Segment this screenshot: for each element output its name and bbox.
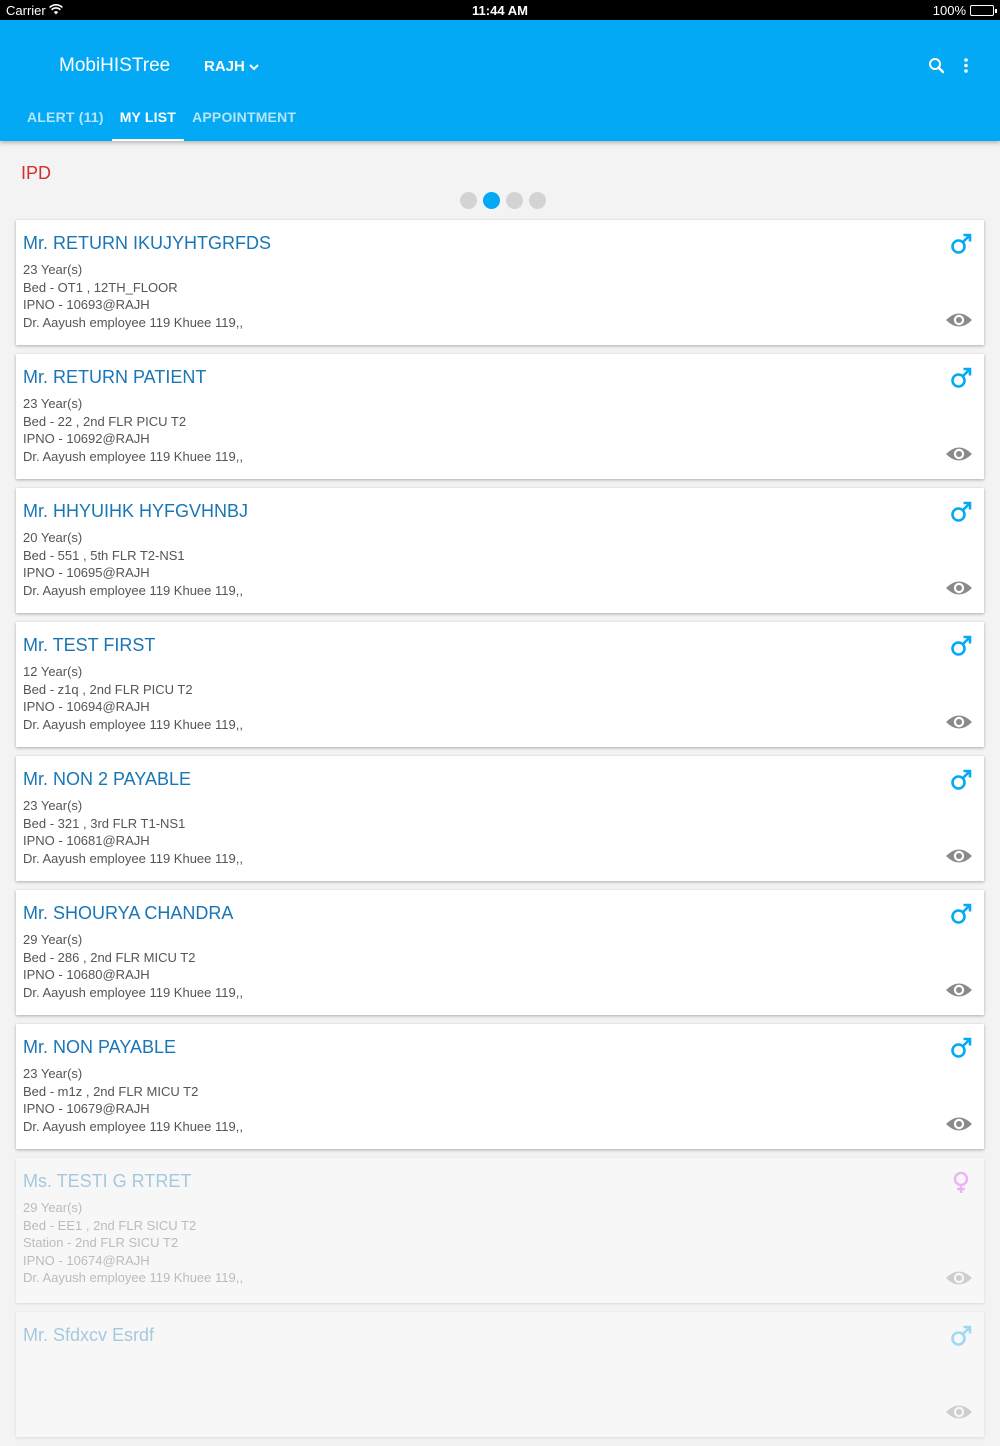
search-icon xyxy=(926,64,948,81)
patient-bed: Bed - z1q , 2nd FLR PICU T2 xyxy=(23,681,193,697)
patient-doctor: Dr. Aayush employee 119 Khuee 119,, xyxy=(23,1270,243,1286)
patient-card[interactable] xyxy=(16,622,984,747)
patient-age: 29 Year(s) xyxy=(23,1200,83,1215)
patient-name: Ms. TESTI G RTRET xyxy=(23,1171,192,1191)
page-dot-2[interactable] xyxy=(483,192,500,209)
patient-bed: Bed - EE1 , 2nd FLR SICU T2 xyxy=(23,1217,197,1233)
app-bar xyxy=(0,20,1000,141)
patient-bed: Bed - OT1 , 12TH_FLOOR xyxy=(23,279,178,295)
patient-age: 23 Year(s) xyxy=(23,798,83,813)
patient-ipno: IPNO - 10680@RAJH xyxy=(23,967,150,983)
male-icon xyxy=(949,366,973,390)
patient-card[interactable] xyxy=(16,890,984,1015)
patient-doctor: Dr. Aayush employee 119 Khuee 119,, xyxy=(23,1118,243,1134)
male-icon xyxy=(949,902,973,926)
patient-card[interactable] xyxy=(16,354,984,479)
patient-card[interactable] xyxy=(16,220,984,345)
patient-doctor: Dr. Aayush employee 119 Khuee 119,, xyxy=(23,314,243,330)
patient-details xyxy=(23,797,243,867)
tab-my-list[interactable]: MY LIST xyxy=(112,102,184,141)
app-title: MobiHISTree xyxy=(59,55,171,76)
carrier-label: Carrier xyxy=(6,3,46,18)
patient-name: Mr. Sfdxcv Esrdf xyxy=(23,1325,155,1345)
patient-ipno: IPNO - 10674@RAJH xyxy=(23,1252,150,1268)
hospital-selector-label: RAJH xyxy=(204,58,245,75)
status-time: 11:44 AM xyxy=(472,3,528,18)
patient-ipno: IPNO - 10694@RAJH xyxy=(23,699,150,715)
eye-icon[interactable] xyxy=(945,1268,973,1288)
tab-bar xyxy=(0,102,304,141)
female-icon xyxy=(949,1170,973,1194)
male-icon xyxy=(949,634,973,658)
patient-list xyxy=(16,220,984,1446)
patient-card[interactable] xyxy=(16,1024,984,1149)
patient-card[interactable] xyxy=(16,756,984,881)
patient-name: Mr. TEST FIRST xyxy=(23,635,156,655)
patient-age: 23 Year(s) xyxy=(23,1066,83,1081)
patient-doctor: Dr. Aayush employee 119 Khuee 119,, xyxy=(23,984,243,1000)
patient-ipno: IPNO - 10692@RAJH xyxy=(23,431,150,447)
patient-name: Mr. HHYUIHK HYFGVHNBJ xyxy=(23,501,249,521)
patient-station: Station - 2nd FLR SICU T2 xyxy=(23,1235,179,1251)
eye-icon[interactable] xyxy=(945,712,973,732)
male-icon xyxy=(949,500,973,524)
patient-card[interactable] xyxy=(16,1312,984,1437)
search-button[interactable] xyxy=(926,55,948,77)
patient-doctor: Dr. Aayush employee 119 Khuee 119,, xyxy=(23,582,243,598)
hospital-selector[interactable] xyxy=(204,58,260,75)
patient-card[interactable] xyxy=(16,488,984,613)
patient-bed: Bed - 286 , 2nd FLR MICU T2 xyxy=(23,949,196,965)
section-title: IPD xyxy=(21,163,52,183)
eye-icon[interactable] xyxy=(945,1402,973,1422)
patient-age: 20 Year(s) xyxy=(23,530,83,545)
eye-icon[interactable] xyxy=(945,310,973,330)
page-dot-3[interactable] xyxy=(506,192,523,209)
patient-details xyxy=(23,261,243,331)
patient-ipno: IPNO - 10693@RAJH xyxy=(23,297,150,313)
battery-icon xyxy=(970,5,994,16)
male-icon xyxy=(949,768,973,792)
patient-doctor: Dr. Aayush employee 119 Khuee 119,, xyxy=(23,448,243,464)
patient-details xyxy=(23,931,243,1001)
patient-name: Mr. NON 2 PAYABLE xyxy=(23,769,192,789)
more-options-button[interactable] xyxy=(957,55,975,77)
patient-ipno: IPNO - 10695@RAJH xyxy=(23,565,150,581)
patient-age: 23 Year(s) xyxy=(23,262,83,277)
eye-icon[interactable] xyxy=(945,444,973,464)
patient-details xyxy=(23,529,243,599)
patient-bed: Bed - 22 , 2nd FLR PICU T2 xyxy=(23,413,187,429)
male-icon xyxy=(949,1324,973,1348)
patient-name: Mr. RETURN PATIENT xyxy=(23,367,207,387)
patient-age: 29 Year(s) xyxy=(23,932,83,947)
tab-alert[interactable]: ALERT (11) xyxy=(27,109,104,125)
patient-details xyxy=(23,395,243,465)
patient-age: 12 Year(s) xyxy=(23,664,83,679)
page-dot-4[interactable] xyxy=(529,192,546,209)
patient-details xyxy=(23,1199,243,1287)
battery-percent: 100% xyxy=(932,3,966,18)
patient-ipno: IPNO - 10679@RAJH xyxy=(23,1101,150,1117)
tab-appointment[interactable]: APPOINTMENT xyxy=(192,109,297,125)
patient-card[interactable] xyxy=(16,1158,984,1303)
patient-details xyxy=(23,1065,243,1135)
patient-ipno: IPNO - 10681@RAJH xyxy=(23,833,150,849)
patient-name: Mr. SHOURYA CHANDRA xyxy=(23,903,234,923)
patient-bed: Bed - m1z , 2nd FLR MICU T2 xyxy=(23,1083,199,1099)
patient-bed: Bed - 551 , 5th FLR T2-NS1 xyxy=(23,547,185,563)
male-icon xyxy=(949,232,973,256)
more-vert-icon xyxy=(957,64,975,81)
eye-icon[interactable] xyxy=(945,1114,973,1134)
patient-bed: Bed - 321 , 3rd FLR T1-NS1 xyxy=(23,815,186,831)
patient-details xyxy=(23,663,243,733)
male-icon xyxy=(949,1036,973,1060)
status-bar xyxy=(0,0,1000,20)
patient-age: 23 Year(s) xyxy=(23,396,83,411)
page-dot-1[interactable] xyxy=(460,192,477,209)
patient-doctor: Dr. Aayush employee 119 Khuee 119,, xyxy=(23,850,243,866)
patient-name: Mr. RETURN IKUJYHTGRFDS xyxy=(23,233,272,253)
patient-doctor: Dr. Aayush employee 119 Khuee 119,, xyxy=(23,716,243,732)
patient-name: Mr. NON PAYABLE xyxy=(23,1037,177,1057)
eye-icon[interactable] xyxy=(945,846,973,866)
eye-icon[interactable] xyxy=(945,980,973,1000)
eye-icon[interactable] xyxy=(945,578,973,598)
page-indicator xyxy=(460,192,546,209)
chevron-down-icon xyxy=(248,61,260,73)
